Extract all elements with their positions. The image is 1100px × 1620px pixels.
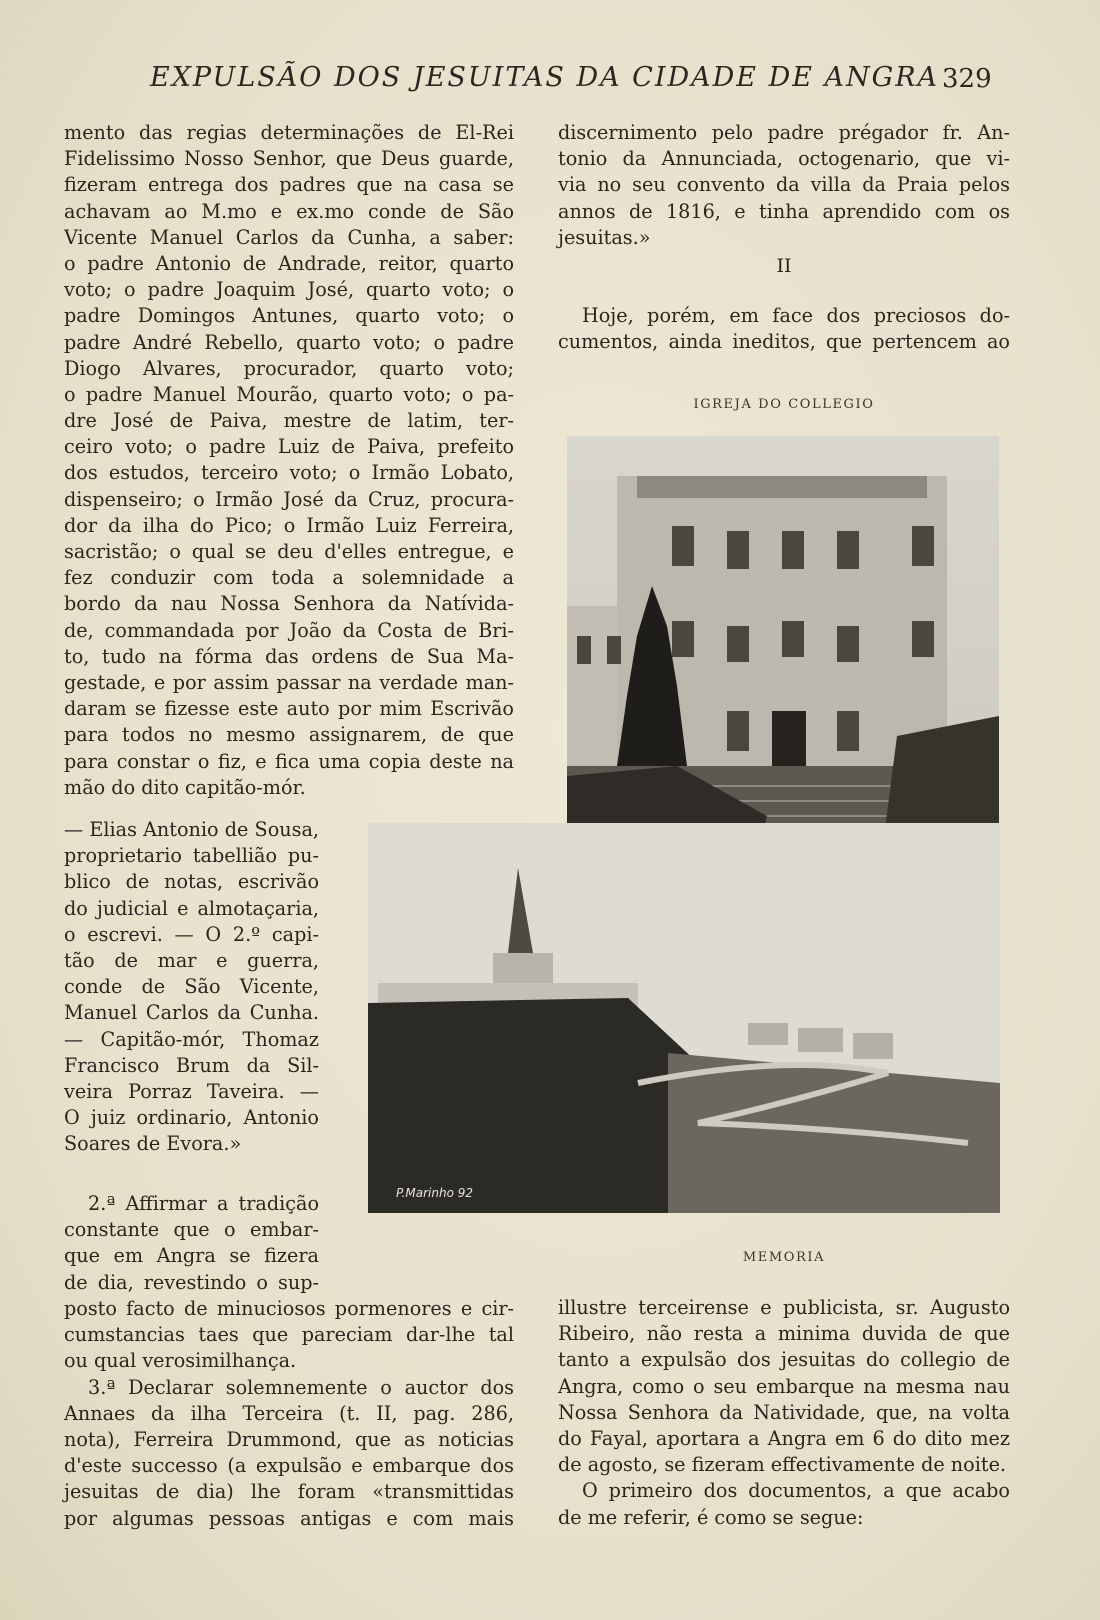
text-line: nota), Ferreira Drummond, que as noticias xyxy=(64,1427,514,1451)
text-line: daram se fizesse este auto por mim Escrivão xyxy=(64,697,514,721)
text-line: bordo da nau Nossa Senhora da Natívida- xyxy=(64,592,514,616)
text-line: Nossa Senhora da Natividade, que, na volta xyxy=(558,1400,1010,1424)
text-line: o padre Manuel Mourão, quarto voto; o pa- xyxy=(64,382,514,406)
text-line: que em Angra se fizera xyxy=(64,1244,319,1268)
text-line: para constar o fiz, e fica uma copia deste na xyxy=(64,749,514,773)
text-line: Diogo Alvares, procurador, quarto voto; xyxy=(64,356,514,380)
text-line: Soares de Evora.» xyxy=(64,1132,242,1156)
text-line: mão do dito capitão-mór. xyxy=(64,775,306,799)
text-line: Hoje, porém, em face dos preciosos do- xyxy=(582,304,1010,327)
text-line: cumentos, ainda ineditos, que pertencem ao xyxy=(558,330,1010,354)
text-line: tão de mar e guerra, xyxy=(64,948,319,972)
text-line: mento das regias determinações de El-Rei xyxy=(64,121,514,144)
text-line: — Elias Antonio de Sousa, xyxy=(64,818,319,841)
memoria-illustration xyxy=(368,823,1000,1213)
text-line: de, commandada por João da Costa de Bri- xyxy=(64,618,514,642)
right-paragraph-hoje xyxy=(558,303,1010,355)
right-paragraph-top xyxy=(558,120,1010,251)
text-line: Francisco Brum da Sil- xyxy=(64,1053,319,1077)
text-line: padre André Rebello, quarto voto; o padre xyxy=(64,330,514,354)
right-paragraph-conclusion xyxy=(558,1295,1010,1531)
text-line: tonio da Annunciada, octogenario, que vi- xyxy=(558,147,1010,171)
text-line: — Capitão-mór, Thomaz xyxy=(64,1027,319,1051)
text-line: Manuel Carlos da Cunha. xyxy=(64,1001,319,1025)
page-number: 329 xyxy=(942,64,992,94)
text-line: illustre terceirense e publicista, sr. Augusto xyxy=(558,1296,1010,1319)
text-line: O primeiro dos documentos, a que acabo xyxy=(582,1479,1010,1503)
text-line: O juiz ordinario, Antonio xyxy=(64,1106,319,1130)
text-line: gestade, e por assim passar na verdade man- xyxy=(64,670,514,694)
left-paragraph-auto xyxy=(64,120,514,801)
text-line: Annaes da ilha Terceira (t. II, pag. 286, xyxy=(64,1401,514,1425)
text-line: annos de 1816, e tinha aprendido com os xyxy=(558,199,1010,223)
section-numeral: II xyxy=(776,255,792,277)
text-line: 2.ª Affirmar a tradição xyxy=(88,1192,319,1215)
text-line: Fidelissimo Nosso Senhor, que Deus guarde, xyxy=(64,147,514,171)
caption-igreja: IGREJA DO COLLEGIO xyxy=(693,397,875,412)
text-line: padre Domingos Antunes, quarto voto; o xyxy=(64,304,514,328)
text-line: conde de São Vicente, xyxy=(64,975,319,999)
text-line: jesuitas de dia) lhe foram «transmittidas xyxy=(64,1480,514,1504)
text-line: dispenseiro; o Irmão José da Cruz, procura- xyxy=(64,487,514,511)
text-line: ceiro voto; o padre Luiz de Paiva, prefeito xyxy=(64,435,514,459)
text-line: posto facto de minuciosos pormenores e cir- xyxy=(64,1297,514,1320)
text-line: o escrevi. — O 2.º capi- xyxy=(64,922,319,946)
text-line: do Fayal, aportara a Angra em 6 do dito mez xyxy=(558,1426,1010,1450)
text-line: dos estudos, terceiro voto; o Irmão Lobato, xyxy=(64,461,514,485)
text-line: fizeram entrega dos padres que na casa se xyxy=(64,173,514,197)
running-header: EXPULSÃO DOS JESUITAS DA CIDADE DE ANGRA xyxy=(150,62,940,93)
text-line: Angra, como o seu embarque na mesma nau xyxy=(558,1374,1010,1398)
text-line: para todos no mesmo assignarem, de que xyxy=(64,723,514,747)
photo-memoria xyxy=(368,823,1000,1213)
text-line: de agosto, se fizeram effectivamente de noite. xyxy=(558,1453,1007,1477)
text-line: dre José de Paiva, mestre de latim, ter- xyxy=(64,409,514,433)
text-line: veira Porraz Taveira. — xyxy=(64,1079,319,1103)
text-line: tanto a expulsão dos jesuitas do collegio de xyxy=(558,1348,1010,1372)
text-line: constante que o embar- xyxy=(64,1218,319,1242)
text-line: fez conduzir com toda a solemnidade a xyxy=(64,566,514,590)
text-line: 3.ª Declarar solemnemente o auctor dos xyxy=(88,1375,514,1399)
text-line: por algumas pessoas antigas e com mais xyxy=(64,1506,514,1530)
caption-memoria: MEMORIA xyxy=(742,1250,826,1265)
text-line: dor da ilha do Pico; o Irmão Luiz Ferreira, xyxy=(64,513,514,537)
left-paragraph-signatures xyxy=(64,817,319,1157)
text-line: Ribeiro, não resta a minima duvida de que xyxy=(558,1322,1010,1346)
text-line: do judicial e almotaçaria, xyxy=(64,896,319,920)
left-paragraph-item-2 xyxy=(64,1191,319,1296)
text-line: sacristão; o qual se deu d'elles entregue, e xyxy=(64,540,514,563)
text-line: proprietario tabellião pu- xyxy=(64,844,319,868)
text-line: cumstancias taes que pareciam dar-lhe tal xyxy=(64,1323,514,1347)
text-line: de me referir, é como se segue: xyxy=(558,1505,864,1529)
text-line: voto; o padre Joaquim José, quarto voto; o xyxy=(64,278,514,302)
left-paragraph-item-3 xyxy=(64,1296,514,1532)
text-line: d'este successo (a expulsão e embarque dos xyxy=(64,1454,514,1478)
text-line: jesuitas.» xyxy=(558,225,651,249)
text-line: de dia, revestindo o sup- xyxy=(64,1270,319,1294)
text-line: achavam ao M.mo e ex.mo conde de São xyxy=(64,199,514,223)
text-line: discernimento pelo padre prégador fr. An- xyxy=(558,121,1010,144)
photo-signature: P.Marinho 92 xyxy=(396,1186,474,1200)
text-line: blico de notas, escrivão xyxy=(64,870,319,894)
text-line: ou qual verosimilhança. xyxy=(64,1349,297,1373)
text-line: Vicente Manuel Carlos da Cunha, a saber: xyxy=(64,225,514,249)
text-line: to, tudo na fórma das ordens de Sua Ma- xyxy=(64,644,514,668)
text-line: o padre Antonio de Andrade, reitor, quarto xyxy=(64,251,514,275)
text-line: via no seu convento da villa da Praia pelos xyxy=(558,173,1010,197)
